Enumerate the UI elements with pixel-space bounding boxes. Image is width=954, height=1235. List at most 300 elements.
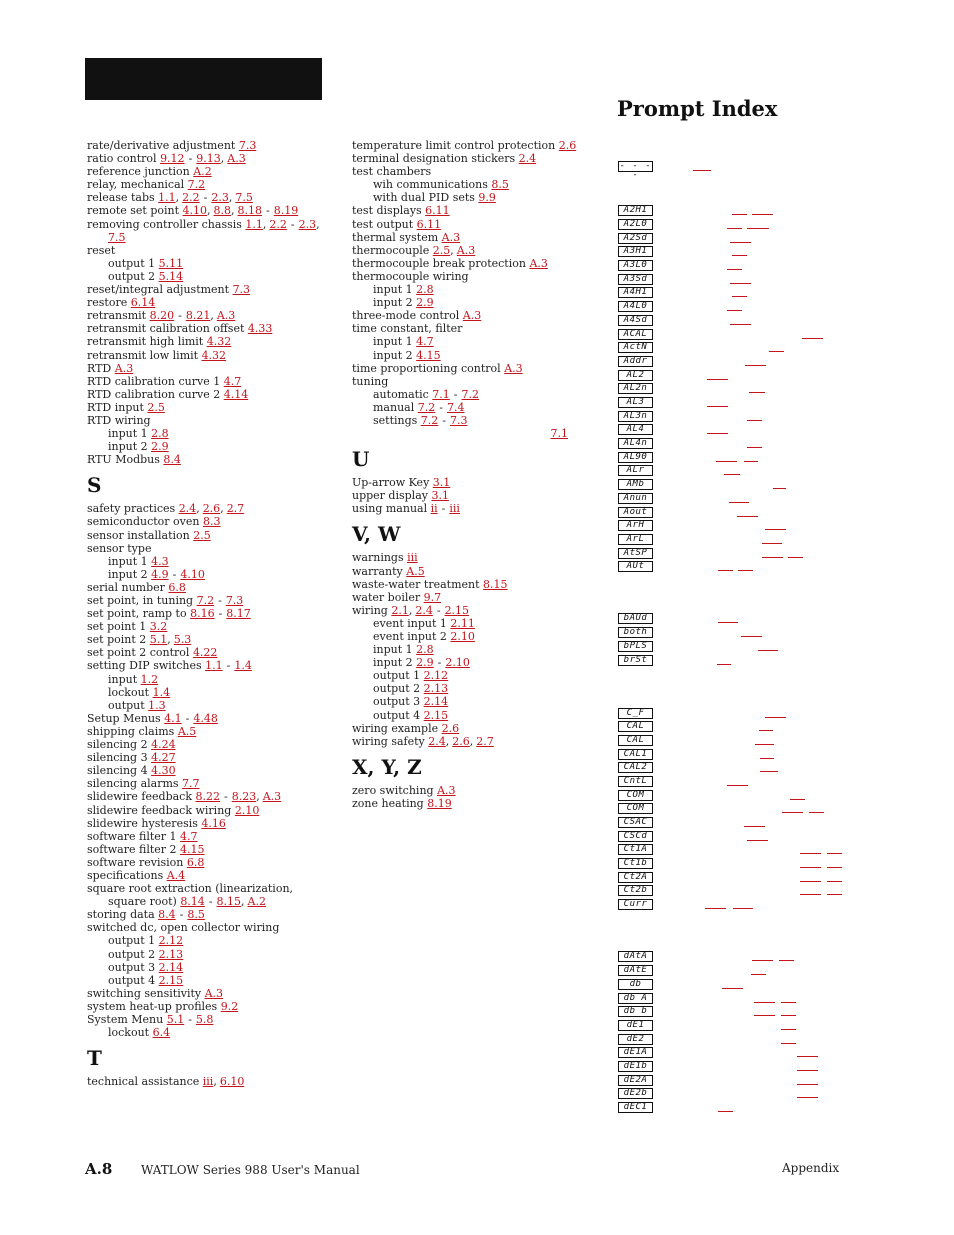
index-entry — [352, 735, 582, 748]
page-ref-link[interactable] — [760, 771, 778, 772]
index-entry — [87, 712, 342, 725]
index-entry — [87, 751, 342, 764]
index-entry — [352, 270, 582, 283]
page-ref-link[interactable] — [722, 988, 743, 989]
page-ref-link[interactable]: 2.9 — [151, 440, 169, 454]
page-ref-link[interactable]: 8.8 — [213, 204, 232, 218]
page-ref-link[interactable]: 2.6 — [558, 139, 577, 152]
prompt-entry — [618, 1075, 858, 1087]
page-ref-link[interactable] — [741, 636, 762, 637]
prompt-code-display: A4Sd — [618, 315, 653, 326]
page-ref-link[interactable]: 2.5 — [193, 528, 211, 542]
ref-separator: - — [185, 711, 190, 725]
ref-separator: - — [290, 217, 295, 231]
ref-separator: - — [188, 1013, 192, 1026]
page-ref-link[interactable]: 2.8 — [416, 283, 434, 297]
page-ref-link[interactable]: 2.8 — [151, 427, 169, 441]
index-term: restore — [87, 296, 131, 310]
page-ref-link[interactable]: 7.3 — [238, 139, 257, 152]
page-ref-link[interactable]: A.3 — [441, 230, 461, 244]
page-ref-link[interactable] — [707, 379, 728, 380]
page-ref-link[interactable]: 5.1 — [166, 1013, 185, 1026]
page-ref-link[interactable]: 2.13 — [158, 947, 184, 961]
index-entry — [352, 591, 582, 604]
page-ref-link[interactable]: 8.4 — [163, 453, 181, 467]
index-entry — [352, 709, 582, 722]
page-ref-link[interactable] — [738, 570, 753, 571]
prompt-entry — [618, 749, 858, 761]
page-ref-link[interactable]: 1.4 — [234, 659, 252, 673]
page-ref-link[interactable]: 2.15 — [158, 973, 184, 987]
page-ref-link[interactable]: 5.11 — [158, 256, 184, 270]
page-ref-link[interactable] — [737, 516, 758, 517]
prompt-code-display: A2H1 — [618, 205, 653, 216]
page-ref-link[interactable]: 7.7 — [182, 777, 200, 791]
index-entry — [87, 646, 342, 659]
page-ref-link[interactable] — [718, 570, 733, 571]
page-ref-link[interactable]: 4.14 — [223, 387, 249, 401]
page-ref-link[interactable]: 4.15 — [180, 842, 205, 856]
page-ref-link[interactable]: 2.6 — [452, 734, 470, 748]
ref-separator: , — [316, 217, 320, 231]
page-ref-link[interactable] — [693, 170, 711, 171]
index-term: slidewire feedback — [87, 790, 196, 804]
prompt-code-display: dE2 — [618, 1034, 653, 1045]
prompt-code-display: AL2 — [618, 370, 653, 381]
prompt-code-display: bPLS — [618, 641, 653, 652]
page-ref-link[interactable] — [790, 799, 805, 800]
index-entry — [352, 643, 582, 656]
page-ref-link[interactable]: 2.14 — [423, 695, 449, 709]
page-ref-link[interactable]: 8.14 — [180, 895, 205, 909]
page-ref-link[interactable]: 7.1 — [432, 387, 450, 401]
page-ref-link[interactable]: A.5 — [177, 724, 197, 738]
ref-separator: , — [445, 734, 450, 748]
page-ref-link[interactable]: 2.4 — [178, 502, 197, 516]
page-ref-link[interactable] — [759, 730, 773, 731]
page-ref-link[interactable]: iii — [449, 502, 460, 516]
index-term: time proportioning control — [352, 361, 505, 375]
page-ref-link[interactable] — [797, 1056, 818, 1057]
index-term: RTD wiring — [87, 413, 151, 427]
prompt-code-display: db A — [618, 993, 653, 1004]
ref-separator: - — [453, 387, 458, 401]
page-ref-link[interactable]: 1.1 — [158, 191, 176, 205]
page-ref-link[interactable] — [718, 1111, 733, 1112]
page-ref-link[interactable] — [765, 717, 786, 718]
page-ref-link[interactable]: 2.3 — [211, 191, 229, 205]
page-ref-link[interactable]: 7.2 — [461, 387, 479, 401]
prompt-code-display: dAtA — [618, 951, 653, 962]
page-ref-link[interactable]: 4.33 — [247, 322, 273, 336]
page-ref-link[interactable] — [781, 1015, 796, 1016]
page-ref-link[interactable]: ii — [430, 502, 438, 516]
page-ref-link[interactable] — [751, 974, 766, 975]
page-ref-link[interactable]: 7.5 — [108, 230, 126, 244]
ref-separator: - — [224, 790, 228, 804]
page-ref-link[interactable]: 6.4 — [152, 1026, 171, 1040]
page-ref-link[interactable]: 8.18 — [237, 204, 263, 218]
prompt-entry — [618, 762, 858, 774]
prompt-entry — [618, 1088, 858, 1100]
page-ref-link[interactable]: A.3 — [462, 309, 482, 323]
prompt-entry — [618, 246, 858, 258]
page-ref-link[interactable]: 9.13 — [196, 152, 221, 166]
page-ref-link[interactable]: 6.8 — [186, 855, 205, 869]
page-ref-link[interactable]: 8.21 — [185, 309, 211, 323]
page-ref-link[interactable]: 7.2 — [196, 594, 215, 607]
page-ref-link[interactable]: 3.2 — [149, 620, 168, 634]
page-ref-link[interactable] — [729, 502, 749, 503]
page-ref-link[interactable] — [773, 488, 786, 489]
page-ref-link[interactable]: 8.19 — [427, 796, 452, 810]
page-ref-link[interactable]: 4.15 — [416, 348, 441, 362]
page-ref-link[interactable]: 4.7 — [180, 829, 198, 843]
page-ref-link[interactable]: 4.30 — [151, 764, 176, 778]
page-ref-link[interactable]: 7.2 — [187, 178, 206, 192]
prompt-entry — [618, 356, 858, 368]
page-ref-link[interactable]: 9.2 — [220, 999, 239, 1013]
page-ref-link[interactable]: 3.1 — [431, 489, 449, 503]
page-ref-link[interactable]: 2.2 — [182, 191, 200, 205]
page-ref-link[interactable]: iii — [407, 551, 418, 565]
page-ref-link[interactable] — [800, 894, 821, 895]
page-ref-link[interactable] — [782, 812, 803, 813]
page-ref-link[interactable] — [797, 1070, 818, 1071]
page-ref-link[interactable] — [762, 543, 782, 544]
page-ref-link[interactable]: 2.4 — [415, 603, 433, 617]
page-ref-link[interactable] — [788, 557, 803, 558]
page-ref-link[interactable] — [730, 324, 751, 325]
index-entry — [87, 594, 342, 607]
page-ref-link[interactable] — [827, 894, 842, 895]
page-ref-link[interactable]: 7.3 — [232, 283, 251, 297]
page-ref-link[interactable]: A.3 — [216, 309, 236, 323]
index-term: upper display — [352, 489, 432, 503]
ref-separator: - — [437, 656, 442, 670]
page-ref-link[interactable] — [797, 1097, 818, 1098]
index-entry — [352, 669, 582, 682]
page-ref-link[interactable]: 8.16 — [190, 607, 215, 621]
page-ref-link[interactable]: 8.5 — [491, 178, 509, 192]
page-ref-link[interactable]: 1.3 — [148, 698, 166, 712]
prompt-entry — [618, 817, 858, 829]
index-entry — [87, 414, 342, 427]
index-entry — [87, 659, 342, 672]
page-ref-link[interactable]: 2.10 — [445, 656, 470, 670]
index-term: relay, mechanical — [87, 178, 188, 192]
page-ref-link[interactable]: 4.10 — [180, 567, 205, 581]
page-ref-link[interactable]: 2.13 — [423, 682, 449, 696]
page-ref-link[interactable]: 9.9 — [478, 191, 496, 205]
page-ref-link[interactable]: 7.2 — [417, 400, 436, 414]
index-entry — [87, 542, 342, 555]
page-ref-link[interactable] — [724, 474, 740, 475]
page-ref-link[interactable]: 4.32 — [206, 335, 232, 349]
page-ref-link[interactable]: 2.4 — [518, 152, 537, 166]
page-ref-link[interactable]: 4.32 — [201, 348, 227, 362]
prompt-code-display: CSAC — [618, 817, 653, 828]
page-ref-link[interactable] — [781, 1029, 796, 1030]
prompt-code-display: dAtE — [618, 965, 653, 976]
prompt-code-display: AMb — [618, 479, 653, 490]
page-ref-link[interactable] — [781, 1043, 796, 1044]
prompt-code-display: C_F — [618, 708, 653, 719]
index-term: set point, ramp to — [87, 607, 191, 621]
page-ref-link[interactable] — [755, 744, 774, 745]
index-entry — [352, 335, 582, 348]
page-ref-link[interactable]: 4.48 — [193, 711, 218, 725]
page-ref-link[interactable]: 6.11 — [425, 204, 450, 218]
page-ref-link[interactable] — [745, 365, 766, 366]
index-term: silencing 3 — [87, 751, 152, 765]
page-ref-link[interactable]: 5.14 — [158, 269, 184, 283]
prompt-code-display: ALr — [618, 465, 653, 476]
page-ref-link[interactable]: 2.1 — [391, 603, 409, 617]
page-ref-link[interactable] — [827, 867, 842, 868]
page-ref-link[interactable]: 6.8 — [168, 580, 186, 594]
index-term: input 2 — [373, 348, 417, 362]
page-ref-link[interactable]: 2.9 — [416, 656, 434, 670]
ref-separator: , — [213, 1075, 217, 1089]
page-ref-link[interactable] — [800, 853, 821, 854]
page-ref-link[interactable] — [733, 908, 753, 909]
page-ref-link[interactable]: 7.5 — [235, 191, 253, 205]
page-ref-link[interactable]: 2.10 — [234, 803, 260, 817]
page-ref-link[interactable]: 7.3 — [450, 413, 468, 427]
page-ref-link[interactable]: 7.4 — [446, 400, 465, 414]
index-term: storing data — [87, 908, 159, 922]
page-ref-link[interactable]: 2.2 — [269, 217, 287, 231]
page-ref-link[interactable] — [802, 338, 823, 339]
page-ref-link[interactable] — [747, 840, 768, 841]
ref-separator: - — [179, 908, 184, 922]
index-term: warranty — [352, 564, 407, 578]
prompt-code-display: Ct2b — [618, 885, 653, 896]
page-ref-link[interactable]: 8.4 — [158, 908, 176, 922]
page-ref-link[interactable] — [747, 447, 762, 448]
page-ref-link[interactable] — [730, 283, 751, 284]
ref-separator: - — [188, 152, 193, 166]
page-ref-link[interactable]: 3.1 — [432, 476, 451, 490]
page-ref-link[interactable]: 8.23 — [231, 790, 257, 804]
page-ref-link[interactable]: A.3 — [456, 243, 476, 257]
page-ref-link[interactable]: 8.17 — [226, 607, 251, 621]
index-term: reset/integral adjustment — [87, 283, 233, 297]
page-ref-link[interactable] — [752, 214, 773, 215]
index-entry — [87, 529, 342, 542]
page-ref-link[interactable]: 6.14 — [130, 296, 156, 310]
page-ref-link[interactable]: 2.12 — [158, 934, 184, 948]
index-entry — [87, 686, 342, 699]
page-ref-link[interactable] — [800, 881, 821, 882]
page-ref-link[interactable]: A.4 — [166, 868, 186, 882]
page-ref-link[interactable]: 8.15 — [483, 577, 508, 591]
page-ref-link[interactable]: 4.1 — [164, 711, 182, 725]
page-ref-link[interactable] — [727, 269, 742, 270]
page-ref-link[interactable] — [716, 461, 737, 462]
page-ref-link[interactable]: 2.3 — [298, 217, 317, 231]
ref-separator: - — [208, 895, 213, 909]
page-ref-link[interactable]: 8.20 — [149, 309, 175, 323]
page-ref-link[interactable]: A.3 — [114, 361, 134, 375]
index-term: output 3 — [373, 695, 424, 709]
page-ref-link[interactable]: 4.24 — [151, 738, 176, 752]
index-entry — [87, 895, 342, 908]
index-entry — [87, 1075, 342, 1088]
page-ref-link[interactable] — [727, 310, 742, 311]
prompt-code-display: AL4n — [618, 438, 653, 449]
page-ref-link[interactable] — [730, 242, 751, 243]
page-ref-link[interactable] — [752, 960, 773, 961]
page-ref-link[interactable] — [779, 960, 794, 961]
page-ref-link[interactable] — [732, 255, 747, 256]
index-term: set point 2 control — [87, 646, 193, 660]
index-term: event input 2 — [373, 630, 451, 643]
page-ref-link[interactable] — [758, 650, 778, 651]
page-ref-link[interactable]: 8.15 — [216, 895, 242, 909]
page-ref-link[interactable]: A.3 — [262, 790, 282, 804]
page-ref-link[interactable]: 1.2 — [140, 672, 159, 686]
page-ref-link[interactable]: 2.15 — [444, 603, 470, 617]
page-ref-link[interactable] — [754, 1002, 775, 1003]
prompt-code-display: ArL — [618, 534, 653, 545]
prompt-code-display: CSCd — [618, 831, 653, 842]
page-ref-link[interactable]: 2.7 — [476, 734, 494, 748]
page-ref-link[interactable] — [744, 461, 758, 462]
page-ref-link[interactable] — [827, 853, 842, 854]
page-ref-link[interactable]: 4.22 — [192, 646, 218, 660]
index-entry — [352, 218, 582, 231]
page-ref-link[interactable]: 4.9 — [151, 567, 169, 581]
index-term: semiconductor oven — [87, 515, 203, 529]
page-ref-link[interactable]: 1.1 — [205, 659, 223, 673]
page-ref-link[interactable]: 4.27 — [151, 751, 176, 765]
page-ref-link[interactable]: 2.6 — [441, 721, 460, 735]
page-ref-link[interactable]: 7.3 — [225, 594, 244, 607]
page-ref-link[interactable] — [732, 214, 747, 215]
page-ref-link[interactable]: 6.11 — [416, 217, 442, 231]
prompt-entry — [618, 383, 858, 395]
page-ref-link[interactable]: 2.7 — [226, 502, 245, 516]
prompt-code-display: dE2A — [618, 1075, 653, 1086]
page-ref-link[interactable] — [781, 1002, 796, 1003]
ref-separator: , — [196, 502, 200, 516]
page-ref-link[interactable]: A.3 — [529, 256, 548, 270]
page-ref-link[interactable]: 4.7 — [223, 374, 242, 388]
page-ref-link[interactable]: A.3 — [227, 152, 246, 166]
page-ref-link[interactable]: A.3 — [504, 361, 523, 375]
index-term: input 2 — [108, 440, 152, 454]
page-ref-link[interactable] — [765, 529, 786, 530]
prompt-entry — [618, 219, 858, 231]
page-ref-link[interactable]: 2.8 — [416, 643, 434, 657]
page-ref-link[interactable]: 4.3 — [151, 554, 169, 568]
page-ref-link[interactable]: 7.1 — [550, 427, 568, 441]
page-ref-link[interactable]: A.2 — [193, 165, 212, 179]
page-ref-link[interactable] — [747, 420, 762, 421]
index-entry — [352, 682, 582, 695]
page-ref-link[interactable]: 1.1 — [245, 217, 263, 231]
page-ref-link[interactable]: iii — [202, 1075, 214, 1089]
page-ref-link[interactable] — [744, 826, 765, 827]
page-ref-link[interactable]: 2.10 — [450, 630, 475, 643]
page-ref-link[interactable]: 2.15 — [423, 708, 449, 722]
index-entry — [87, 204, 342, 217]
index-entry — [352, 476, 582, 489]
index-term: input 1 — [108, 427, 152, 441]
page-ref-link[interactable]: 2.5 — [147, 400, 165, 414]
page-ref-link[interactable] — [707, 433, 728, 434]
index-entry — [87, 257, 342, 270]
page-ref-link[interactable]: 2.4 — [428, 734, 446, 748]
page-ref-link[interactable] — [705, 908, 726, 909]
page-ref-link[interactable]: A.3 — [437, 783, 456, 797]
page-ref-link[interactable]: 4.7 — [416, 335, 434, 349]
page-ref-link[interactable]: A.2 — [247, 895, 266, 909]
page-ref-link[interactable]: A.5 — [406, 564, 425, 578]
page-ref-link[interactable]: 7.2 — [420, 413, 439, 427]
page-ref-link[interactable] — [809, 812, 824, 813]
page-ref-link[interactable] — [747, 228, 769, 229]
index-term: RTD input — [87, 400, 148, 414]
page-ref-link[interactable] — [707, 406, 728, 407]
index-term: set point, in tuning — [87, 594, 197, 607]
page-ref-link[interactable]: 2.6 — [202, 502, 221, 516]
prompt-entry — [618, 465, 858, 477]
page-ref-link[interactable]: 5.3 — [173, 633, 192, 647]
page-ref-link[interactable]: 5.8 — [195, 1013, 214, 1026]
page-ref-link[interactable] — [727, 785, 748, 786]
page-ref-link[interactable]: 2.5 — [432, 243, 451, 257]
page-ref-link[interactable]: 8.22 — [195, 790, 220, 804]
page-ref-link[interactable]: 9.12 — [160, 152, 185, 166]
index-entry — [352, 139, 582, 152]
page-ref-link[interactable]: A.3 — [204, 986, 224, 1000]
page-ref-link[interactable]: 8.5 — [187, 908, 205, 922]
page-ref-link[interactable]: 6.10 — [219, 1075, 245, 1089]
page-ref-link[interactable] — [749, 392, 765, 393]
page-ref-link[interactable]: 2.11 — [450, 616, 475, 630]
page-ref-link[interactable] — [717, 664, 731, 665]
page-ref-link[interactable] — [762, 557, 783, 558]
page-ref-link[interactable] — [718, 622, 738, 623]
page-ref-link[interactable]: 2.12 — [423, 669, 449, 683]
index-term: square root extraction (linearization, — [87, 882, 294, 896]
page-ref-link[interactable]: 1.4 — [152, 685, 171, 699]
page-ref-link[interactable] — [827, 881, 842, 882]
page-ref-link[interactable]: 2.9 — [416, 296, 434, 310]
page-ref-link[interactable] — [769, 351, 784, 352]
prompt-code-display: dE1b — [618, 1061, 653, 1072]
page-ref-link[interactable] — [760, 758, 774, 759]
page-ref-link[interactable] — [754, 1015, 775, 1016]
page-ref-link[interactable]: 4.10 — [182, 204, 208, 218]
page-ref-link[interactable] — [797, 1084, 818, 1085]
page-ref-link[interactable]: 8.3 — [202, 515, 221, 529]
prompt-code-display: A3L0 — [618, 260, 653, 271]
page-ref-link[interactable]: 5.1 — [149, 633, 168, 647]
page-ref-link[interactable] — [727, 228, 742, 229]
page-ref-link[interactable] — [800, 867, 821, 868]
page-ref-link[interactable]: 9.7 — [423, 590, 442, 604]
page-ref-link[interactable]: 4.16 — [201, 816, 226, 830]
index-term: software filter 1 — [87, 829, 181, 843]
prompt-code-display: COM — [618, 790, 653, 801]
page-ref-link[interactable]: 8.19 — [273, 204, 299, 218]
page-ref-link[interactable]: 2.14 — [158, 960, 184, 974]
page-ref-link[interactable] — [732, 296, 747, 297]
